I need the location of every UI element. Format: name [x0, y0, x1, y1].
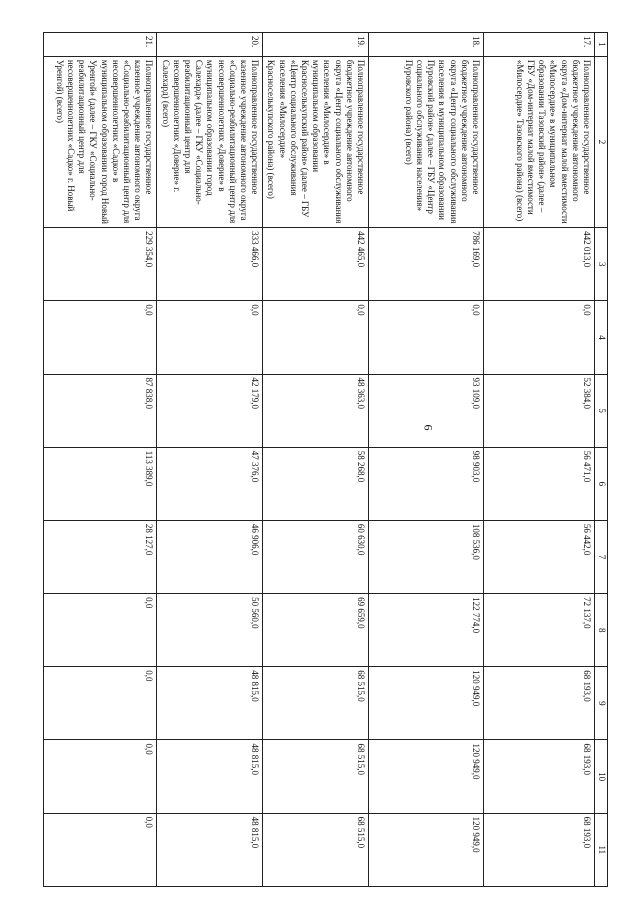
- value-cell: 0,0: [44, 740, 157, 813]
- rotated-table-container: [54, 32, 608, 887]
- institution-name: Полноправленное государственное бюджетное учреждение автономного округа «Центр социального обслуживания населения «Милосердие» в муниципальном образовании Красноселькупский район» (далее – ГБУ «Центр социального обслуживания населения «Милосердие» Красноселькупского района) (всего): [263, 56, 369, 227]
- value-cell: 87 838,0: [44, 374, 157, 447]
- value-cell: 333 466,0: [157, 228, 263, 301]
- value-cell: 48 363,0: [263, 374, 369, 447]
- value-cell: 0,0: [44, 594, 157, 667]
- value-cell: 98 903,0: [369, 447, 484, 520]
- value-cell: 120 949,0: [369, 667, 484, 740]
- header-cell: 2: [595, 56, 608, 227]
- value-cell: 48 815,0: [157, 667, 263, 740]
- value-cell: 113 389,0: [44, 447, 157, 520]
- value-cell: 69 659,0: [263, 594, 369, 667]
- value-cell: 0,0: [263, 301, 369, 374]
- table-row: [157, 33, 263, 887]
- value-cell: 72 137,0: [484, 594, 595, 667]
- institution-name: Полноправленное государственное казенное учреждение автономного округа «Социально-реабилитационный центр для несовершеннолетних «Доверие» в муниципальном образовании город Салехард» (далее – ГКУ «Социально-реабилитационный центр для несовершеннолетних «Доверие» г. Салехард) (всего): [157, 56, 263, 227]
- value-cell: 0,0: [44, 813, 157, 886]
- table-row: [44, 33, 157, 887]
- value-cell: 442 013,0: [484, 228, 595, 301]
- value-cell: 68 515,0: [263, 740, 369, 813]
- row-number: 19.: [263, 33, 369, 57]
- page-number: 6: [421, 424, 436, 431]
- value-cell: 68 515,0: [263, 813, 369, 886]
- value-cell: 0,0: [369, 301, 484, 374]
- header-cell: 1: [595, 33, 608, 57]
- table-row: [484, 33, 595, 887]
- row-number: 17.: [484, 33, 595, 57]
- value-cell: 48 815,0: [157, 813, 263, 886]
- value-cell: 122 774,0: [369, 594, 484, 667]
- value-cell: 120 949,0: [369, 740, 484, 813]
- value-cell: 93 109,0: [369, 374, 484, 447]
- value-cell: 0,0: [157, 301, 263, 374]
- value-cell: 56 471,0: [484, 447, 595, 520]
- header-cell: 7: [595, 520, 608, 593]
- institution-name: Полноправленное государственное бюджетное учреждение автономного округа «Центр социального обслуживания населения в муниципальном образовании Пуровский район» (далее – ГБУ «Центр социального обслуживания населения» Пуровского района) (всего): [369, 56, 484, 227]
- institution-name: Полноправленное государственное бюджетное учреждение автономного округа «Дом-интернат малой вместимости «Милосердие» в муниципальном образовании Тазовский район» (далее – ГБУ «Дом-интернат малой вместимости «Милосердие» Тазовского района) (всего): [484, 56, 595, 227]
- value-cell: 46 906,0: [157, 520, 263, 593]
- value-cell: 0,0: [44, 301, 157, 374]
- value-cell: 52 384,0: [484, 374, 595, 447]
- table-row: [369, 33, 484, 887]
- value-cell: 58 268,0: [263, 447, 369, 520]
- table-row: [263, 33, 369, 887]
- row-number: 18.: [369, 33, 484, 57]
- value-cell: 0,0: [484, 301, 595, 374]
- value-cell: 47 376,0: [157, 447, 263, 520]
- value-cell: 0,0: [44, 667, 157, 740]
- value-cell: 68 193,0: [484, 813, 595, 886]
- value-cell: 229 354,0: [44, 228, 157, 301]
- value-cell: 108 536,0: [369, 520, 484, 593]
- header-cell: 4: [595, 301, 608, 374]
- value-cell: 28 127,0: [44, 520, 157, 593]
- value-cell: 50 560,0: [157, 594, 263, 667]
- value-cell: 120 949,0: [369, 813, 484, 886]
- value-cell: 68 193,0: [484, 740, 595, 813]
- institution-name: Полноправленное государственное казенное учреждение автономного округа «Социально-реабилитационный центр для несовершеннолетних «Садко» в муниципальном образовании город Новый Уренгой» (далее – ГКУ «Социально-реабилитационный центр для несовершеннолетних «Садко» г. Новый Уренгой) (всего): [44, 56, 157, 227]
- value-cell: 60 630,0: [263, 520, 369, 593]
- header-row: [595, 33, 608, 887]
- row-number: 21.: [44, 33, 157, 57]
- header-cell: 6: [595, 447, 608, 520]
- value-cell: 56 442,0: [484, 520, 595, 593]
- budget-table: [43, 32, 608, 887]
- header-cell: 9: [595, 667, 608, 740]
- header-cell: 3: [595, 228, 608, 301]
- value-cell: 442 465,0: [263, 228, 369, 301]
- header-cell: 11: [595, 813, 608, 886]
- value-cell: 68 193,0: [484, 667, 595, 740]
- header-cell: 10: [595, 740, 608, 813]
- value-cell: 786 169,0: [369, 228, 484, 301]
- header-cell: 8: [595, 594, 608, 667]
- value-cell: 68 515,0: [263, 667, 369, 740]
- value-cell: 42 179,0: [157, 374, 263, 447]
- header-cell: 5: [595, 374, 608, 447]
- row-number: 20.: [157, 33, 263, 57]
- value-cell: 48 815,0: [157, 740, 263, 813]
